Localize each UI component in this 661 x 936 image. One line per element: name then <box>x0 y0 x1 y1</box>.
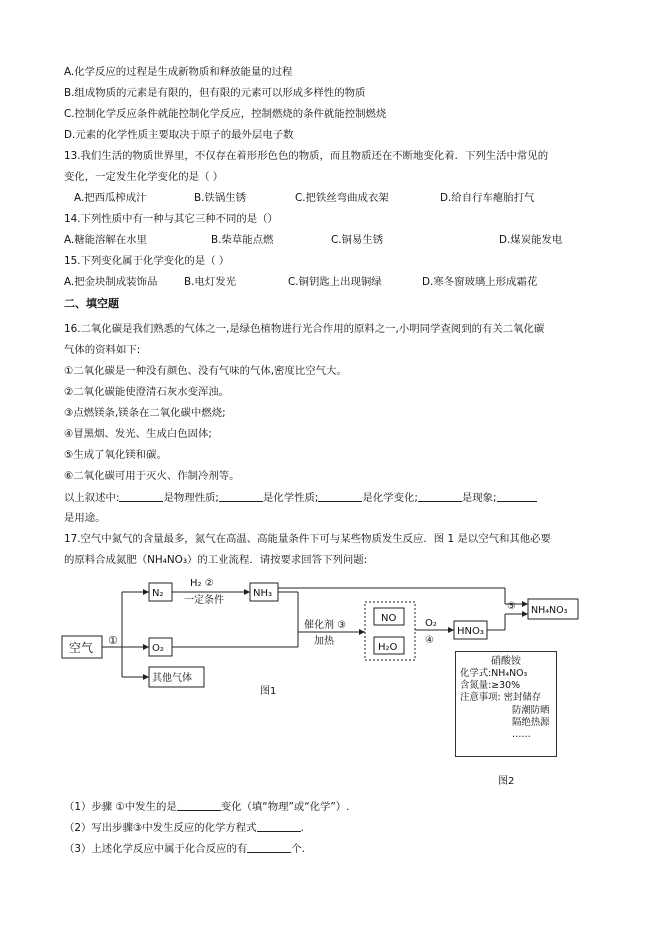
step4-oxygen-label: O₂ <box>425 618 437 629</box>
q13-option-d: D.给自行车瘪胎打气 <box>440 192 535 204</box>
q17-sub3 <box>64 842 305 856</box>
o2-label: O₂ <box>152 643 164 654</box>
q13-stem-line1: 13.我们生活的物质世界里，不仅存在着形形色色的物质，而且物质还在不断地变化着．下列生活中常见的 <box>64 150 549 162</box>
q14-option-b: B.柴草能点燃 <box>211 234 274 246</box>
q17-stem-line1: 17.空气中氮气的含量最多，氮气在高温、高能量条件下可与某些物质发生反应．图 1 是以空气和其他必要 <box>64 533 551 545</box>
q17-sub2 <box>64 821 304 835</box>
arrow-head <box>143 644 149 650</box>
step2-condition: 一定条件 <box>184 595 224 606</box>
step1-marker: ① <box>108 634 118 647</box>
answer-blank[interactable] <box>497 491 537 502</box>
arrow-head <box>143 589 149 595</box>
q16-item-5: ⑤生成了氧化镁和碳。 <box>64 449 167 461</box>
label-nitrogen-content: 含氮量:≥30% <box>460 680 520 692</box>
arrow-head <box>143 674 149 680</box>
q16-fill-part: 是现象; <box>461 492 497 504</box>
q14-option-c: C.铜易生锈 <box>331 234 384 246</box>
q16-item-2: ②二氧化碳能使澄清石灰水变浑浊。 <box>64 386 230 398</box>
q12-option-a: A.化学反应的过程是生成新物质和释放能量的过程 <box>64 66 293 78</box>
q13-option-b: B.铁锅生锈 <box>194 192 246 204</box>
nh3-label: NH₃ <box>253 588 273 599</box>
label-title: 硝酸铵 <box>491 656 521 667</box>
label-note: 隔绝热源 <box>512 716 550 728</box>
q17-sub2-pre: （2）写出步骤③中发生反应的化学方程式 <box>64 822 257 834</box>
q17-stem-line2: 的原料合成氮肥（NH₄NO₃）的工业流程．请按要求回答下列问题: <box>64 554 368 566</box>
section-title: 二、填空题 <box>64 297 119 310</box>
q14-stem: 14.下列性质中有一种与其它三种不同的是（） <box>64 213 278 225</box>
q14-options <box>64 234 604 248</box>
q15-options <box>64 276 604 290</box>
q16-item-6: ⑥二氧化碳可用于灭火、作制冷剂等。 <box>64 470 240 482</box>
h2o-label: H₂O <box>378 642 398 653</box>
arrow-head <box>244 589 250 595</box>
answer-blank[interactable] <box>257 821 301 832</box>
answer-blank[interactable] <box>119 491 163 502</box>
n2-label: N₂ <box>152 588 164 599</box>
q13-option-c: C.把铁丝弯曲成衣架 <box>295 192 389 204</box>
q12-option-c: C.控制化学反应条件就能控制化学反应，控制燃烧的条件就能控制燃烧 <box>64 108 387 120</box>
other-gas-label: 其他气体 <box>152 673 192 684</box>
step2-label: H₂ ② <box>190 578 214 589</box>
q16-fill-part: 是物理性质; <box>163 492 219 504</box>
q15-option-a: A.把金块制成装饰品 <box>64 276 158 288</box>
q16-fill-part: 是化学性质; <box>262 492 319 504</box>
air-label: 空气 <box>69 641 94 655</box>
q16-fill-end: 是用途。 <box>64 512 106 524</box>
hno3-label: HNO₃ <box>457 626 484 637</box>
arrow-head <box>359 629 365 635</box>
arrow-head <box>448 627 454 633</box>
q16-stem-line1: 16.二氧化碳是我们熟悉的气体之一,是绿色植物进行光合作用的原料之一,小明同学查阅到的有关二氧化碳 <box>64 323 545 335</box>
step5-marker: ⑤ <box>507 601 516 612</box>
q17-sub3-pre: （3）上述化学反应中属于化合反应的有 <box>64 843 248 855</box>
q16-fill-line <box>64 491 537 505</box>
label-note: 防潮防晒 <box>512 704 550 716</box>
q13-options <box>64 192 604 206</box>
q12-option-b: B.组成物质的元素是有限的，但有限的元素可以形成多样性的物质 <box>64 87 366 99</box>
arrow-head <box>522 601 528 607</box>
label-formula: 化学式:NH₄NO₃ <box>460 668 528 679</box>
q15-option-d: D.寒冬窗玻璃上形成霜花 <box>422 276 538 288</box>
q16-item-1: ①二氧化碳是一种没有颜色、没有气味的气体,密度比空气大。 <box>64 365 347 377</box>
q17-sub2-post: . <box>300 822 304 834</box>
label-ellipsis: …… <box>512 729 531 741</box>
q13-option-a: A.把西瓜榨成汁 <box>74 192 147 204</box>
q15-option-c: C.铜钥匙上出现铜绿 <box>288 276 382 288</box>
step3-label: 催化剂 ③ <box>304 620 347 631</box>
q17-sub3-post: 个. <box>291 843 305 855</box>
q17-sub1-pre: （1）步骤 ①中发生的是 <box>64 801 177 813</box>
no-label: NO <box>381 613 397 624</box>
q17-sub1-post: 变化（填“物理”或“化学”）. <box>220 801 350 813</box>
answer-blank[interactable] <box>219 491 263 502</box>
q17-sub1 <box>64 800 350 814</box>
q16-item-4: ④冒黑烟、发光、生成白色固体; <box>64 428 212 440</box>
q16-fill-part: 是化学变化; <box>362 492 418 504</box>
answer-blank[interactable] <box>418 491 462 502</box>
q12-option-d: D.元素的化学性质主要取决于原子的最外层电子数 <box>64 129 294 141</box>
q15-stem: 15.下列变化属于化学变化的是（ ） <box>64 255 230 267</box>
answer-blank[interactable] <box>177 800 221 811</box>
ammonium-nitrate-label-card <box>455 651 557 757</box>
answer-blank[interactable] <box>247 842 291 853</box>
q16-stem-line2: 气体的资料如下: <box>64 344 141 356</box>
label-notes: 注意事项: 密封储存 <box>460 692 542 704</box>
arrow-head <box>522 611 528 617</box>
q15-option-b: B.电灯发光 <box>184 276 236 288</box>
answer-blank[interactable] <box>318 491 362 502</box>
step3-condition: 加热 <box>314 636 334 647</box>
nh4no3-label: NH₄NO₃ <box>531 605 568 616</box>
q14-option-d: D.煤炭能发电 <box>499 234 563 246</box>
q16-fill-prefix: 以上叙述中: <box>64 492 120 504</box>
step4-marker: ④ <box>425 635 434 646</box>
figure2-caption: 图2 <box>498 776 515 787</box>
q16-item-3: ③点燃镁条,镁条在二氧化碳中燃烧; <box>64 407 226 419</box>
q14-option-a: A.糖能溶解在水里 <box>64 234 147 246</box>
q13-stem-line2: 变化，一定发生化学变化的是（ ） <box>64 171 224 183</box>
figure1-caption: 图1 <box>260 686 277 697</box>
